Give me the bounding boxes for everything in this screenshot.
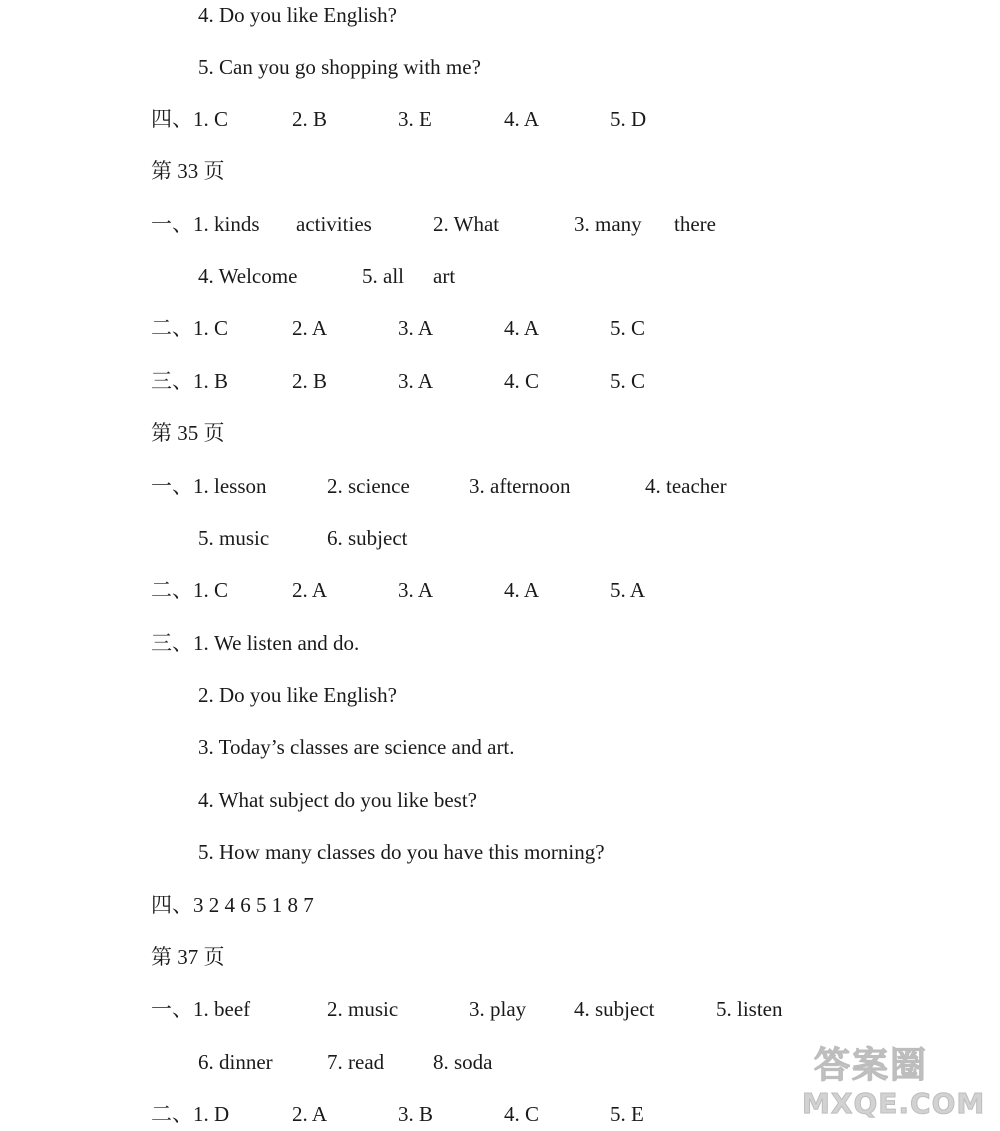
watermark-text: 答案圈	[814, 1045, 929, 1086]
answer-text: 3. A	[398, 369, 434, 393]
answer-text: 一、1. lesson	[151, 474, 267, 498]
answer-text: 2. A	[292, 316, 328, 340]
answer-text: 二、1. C	[151, 316, 229, 340]
watermark-url: MXQE.COM	[802, 1087, 986, 1120]
answer-text: 3. A	[398, 578, 434, 602]
answer-text: 三、1. B	[151, 369, 229, 393]
answer-text: 2. A	[292, 578, 328, 602]
answer-text: 5. C	[610, 316, 646, 340]
answer-text: 5. D	[610, 107, 647, 131]
answer-text: 7. read	[327, 1050, 385, 1074]
answer-text: 5. E	[610, 1102, 644, 1126]
answer-text: 2. What	[433, 212, 500, 236]
answer-text: 2. A	[292, 1102, 328, 1126]
page-heading-text: 第 37 页	[151, 945, 225, 969]
answer-text: 5. C	[610, 369, 646, 393]
answer-text: 4. A	[504, 578, 540, 602]
answer-text: 5. all	[362, 264, 404, 288]
answer-text: 5. music	[198, 526, 270, 550]
answer-text: 5. How many classes do you have this morning?	[198, 840, 605, 864]
answer-text: 2. music	[327, 997, 399, 1021]
answer-text: 5. A	[610, 578, 646, 602]
answer-text: 6. subject	[327, 526, 408, 550]
answer-text: 三、1. We listen and do.	[151, 631, 360, 655]
answer-text: 4. subject	[574, 997, 655, 1021]
answer-text: art	[433, 264, 456, 288]
answer-text: 2. science	[327, 474, 410, 498]
page-heading-text: 第 33 页	[151, 159, 225, 183]
answer-text: 3. afternoon	[469, 474, 571, 498]
answer-text: 6. dinner	[198, 1050, 273, 1074]
answer-text: 一、1. beef	[151, 997, 251, 1021]
answer-text: 4. A	[504, 107, 540, 131]
answer-text: 2. B	[292, 369, 328, 393]
answer-text: 8. soda	[433, 1050, 493, 1074]
answer-text: there	[674, 212, 716, 236]
answer-text: 3. many	[574, 212, 642, 236]
answer-text: 4. teacher	[645, 474, 727, 498]
answer-text: 3. Today’s classes are science and art.	[198, 735, 515, 759]
answer-text: 4. What subject do you like best?	[198, 788, 477, 812]
answer-text: 4. Do you like English?	[198, 3, 397, 27]
answer-text: 5. listen	[716, 997, 783, 1021]
answer-text: 4. C	[504, 369, 540, 393]
answer-text: 二、1. C	[151, 578, 229, 602]
answer-text: activities	[296, 212, 372, 236]
answer-text: 4. C	[504, 1102, 540, 1126]
answer-text: 四、1. C	[151, 107, 229, 131]
answer-text: 4. Welcome	[198, 264, 298, 288]
answer-text: 3. B	[398, 1102, 434, 1126]
answer-text: 2. B	[292, 107, 328, 131]
answer-text: 5. Can you go shopping with me?	[198, 55, 481, 79]
watermark-logo	[802, 1037, 992, 1127]
answer-text: 一、1. kinds	[151, 212, 260, 236]
page-heading-text: 第 35 页	[151, 421, 225, 445]
answer-text: 四、3 2 4 6 5 1 8 7	[151, 893, 314, 917]
answer-text: 3. E	[398, 107, 432, 131]
answer-text: 二、1. D	[151, 1102, 230, 1126]
answer-text: 2. Do you like English?	[198, 683, 397, 707]
answer-text: 4. A	[504, 316, 540, 340]
answer-text: 3. play	[469, 997, 527, 1021]
answer-text: 3. A	[398, 316, 434, 340]
